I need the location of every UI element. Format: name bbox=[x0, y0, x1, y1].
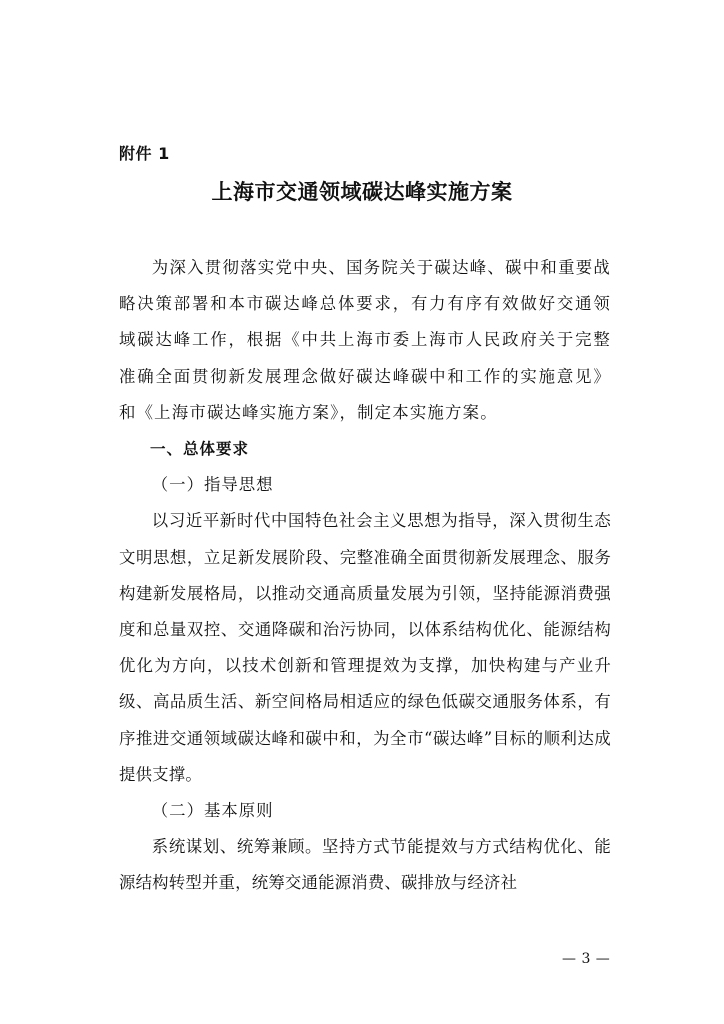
subsection-heading-basic-principles: （二）基本原则 bbox=[151, 801, 274, 821]
intro-paragraph: 为深入贯彻落实党中央、国务院关于碳达峰、碳中和重要战略决策部署和本市碳达峰总体要求，有力有序有效做好交通领域碳达峰工作，根据《中共上海市委上海市人民政府关于完整准确全面贯彻新发展理念做好碳达峰碳中和工作的实施意见》和《上海市碳达峰实施方案》，制定本实施方案。 bbox=[119, 258, 611, 422]
guiding-ideology-paragraph: 以习近平新时代中国特色社会主义思想为指导，深入贯彻生态文明思想，立足新发展阶段、完整准确全面贯彻新发展理念、服务构建新发展格局，以推动交通高质量发展为引领，坚持能源消费强度和总量双控、交通降碳和治污协同，以体系结构优化、能源结构优化为方向，以技术创新和管理提效为支撑，加快构建与产业升级、高品质生活、新空间格局相适应的绿色低碳交通服务体系，有序推进交通领域碳达峰和碳中和，为全市“碳达峰”目标的顺利达成提供支撑。 bbox=[119, 511, 611, 784]
subsection-heading-guiding-ideology: （一）指导思想 bbox=[151, 475, 274, 495]
page-number: — 3 — bbox=[562, 951, 611, 967]
basic-principles-paragraph: 系统谋划、统筹兼顾。坚持方式节能提效与方式结构优化、能源结构转型并重，统筹交通能源消费、碳排放与经济社 bbox=[119, 837, 611, 893]
attachment-label: 附件 1 bbox=[119, 144, 170, 163]
section-heading-general-requirements: 一、总体要求 bbox=[150, 440, 250, 459]
document-title: 上海市交通领域碳达峰实施方案 bbox=[211, 180, 513, 204]
document-body bbox=[119, 250, 611, 902]
